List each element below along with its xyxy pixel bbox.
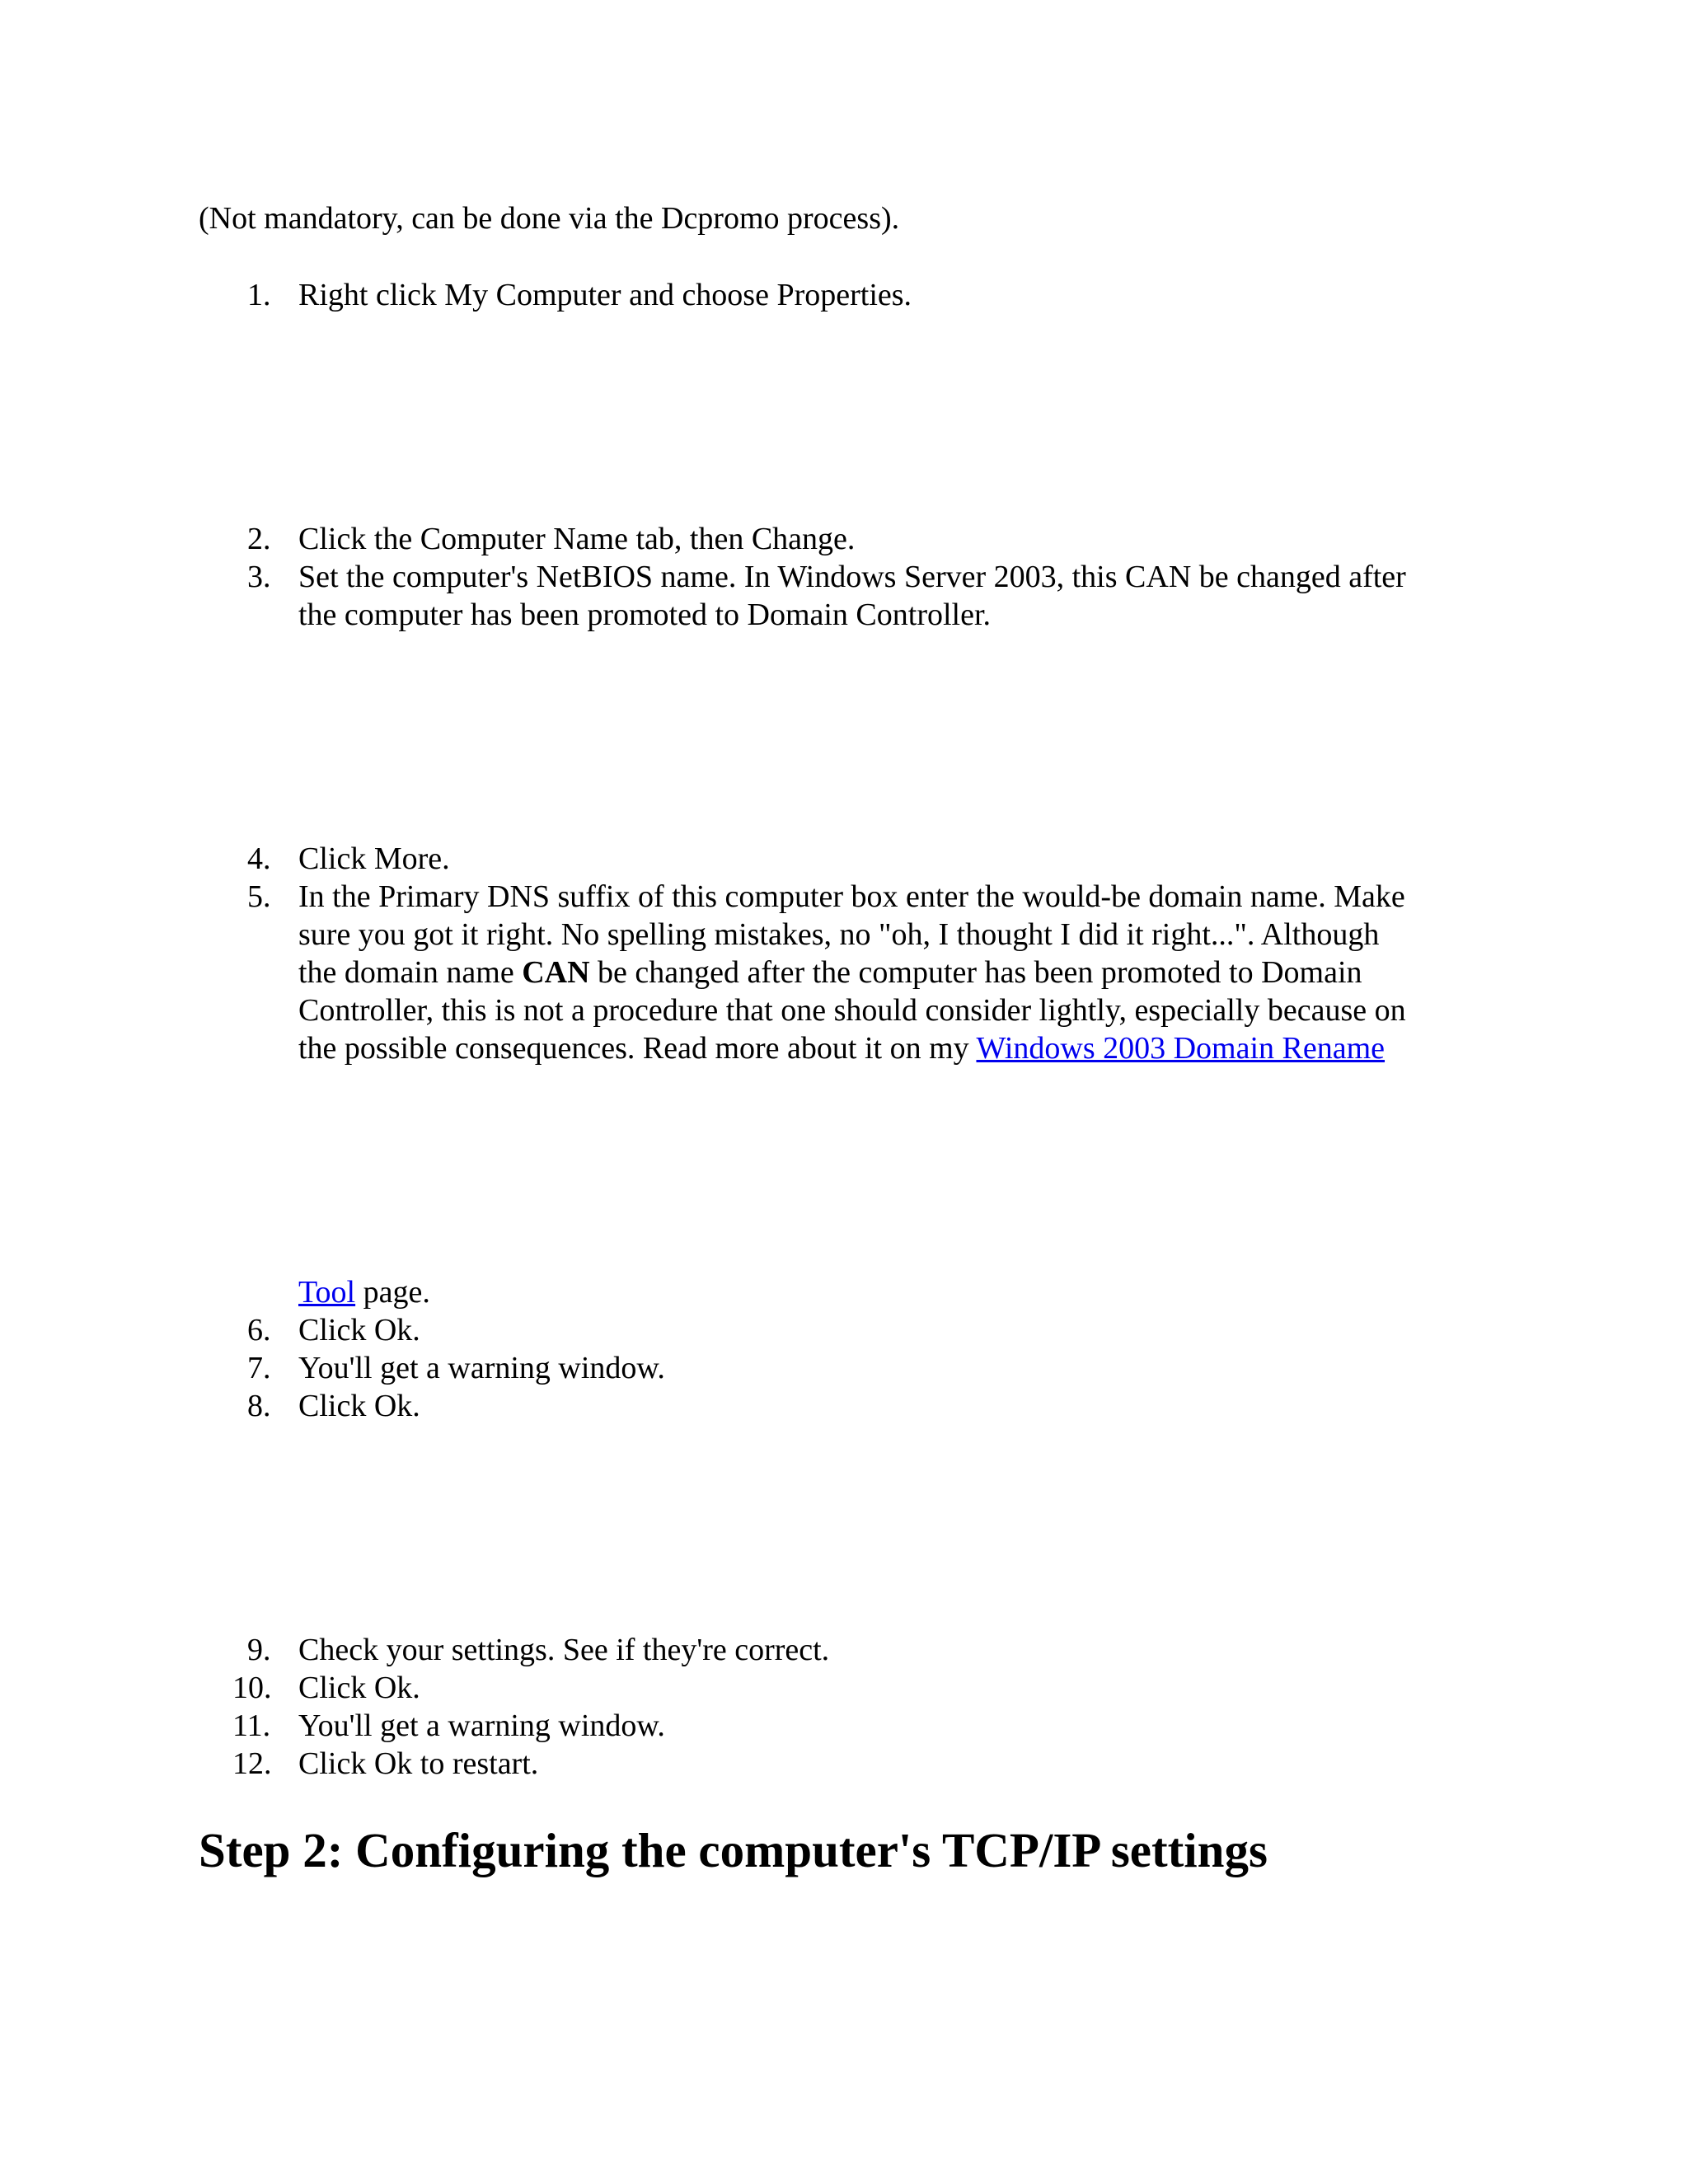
- list-text: Check your settings. See if they're correct.: [298, 1633, 830, 1667]
- list-number: 9.: [247, 1633, 271, 1667]
- list-text: You'll get a warning window.: [298, 1708, 665, 1743]
- list-text: Set the computer's NetBIOS name. In Windows Server 2003, this CAN be changed after: [298, 560, 1406, 594]
- list-number: 12.: [232, 1746, 272, 1781]
- list-text: the computer has been promoted to Domain Controller.: [298, 598, 992, 632]
- list-text: Click Ok.: [298, 1389, 420, 1423]
- emphasis-text: CAN: [522, 955, 590, 990]
- list-number: 2.: [247, 522, 271, 556]
- list-text: Click Ok to restart.: [298, 1746, 539, 1781]
- list-number: 6.: [247, 1313, 271, 1347]
- list-number: 10.: [232, 1671, 272, 1705]
- list-text: Click the Computer Name tab, then Change.: [298, 522, 856, 556]
- list-text: Click Ok.: [298, 1671, 420, 1705]
- section-heading: Step 2: Configuring the computer's TCP/IP settings: [199, 1823, 1268, 1877]
- list-text: Controller, this is not a procedure that one should consider lightly, especially because on: [298, 993, 1406, 1028]
- list-number: 5.: [247, 879, 271, 914]
- list-text: Click More.: [298, 841, 450, 876]
- domain-rename-tool-link[interactable]: Windows 2003 Domain Rename: [976, 1031, 1386, 1066]
- list-text: You'll get a warning window.: [298, 1351, 665, 1385]
- list-text: Right click My Computer and choose Properties.: [298, 278, 912, 312]
- intro-text: (Not mandatory, can be done via the Dcpromo process).: [199, 201, 900, 236]
- list-text: the domain name CAN be changed after the computer has been promoted to Domain: [298, 955, 1362, 990]
- list-text: the possible consequences. Read more about it on my Windows 2003 Domain Rename: [298, 1031, 1386, 1066]
- domain-rename-tool-link[interactable]: Tool: [298, 1275, 356, 1310]
- list-number: 8.: [247, 1389, 271, 1423]
- list-text: Tool page.: [298, 1275, 430, 1310]
- list-number: 3.: [247, 560, 271, 594]
- list-number: 7.: [247, 1351, 271, 1385]
- list-number: 4.: [247, 841, 271, 876]
- list-text: Click Ok.: [298, 1313, 420, 1347]
- list-number: 11.: [232, 1708, 271, 1743]
- list-text: In the Primary DNS suffix of this computer box enter the would-be domain name. Make: [298, 879, 1405, 914]
- list-text: sure you got it right. No spelling mistakes, no "oh, I thought I did it right...". Although: [298, 917, 1380, 952]
- list-number: 1.: [247, 278, 271, 312]
